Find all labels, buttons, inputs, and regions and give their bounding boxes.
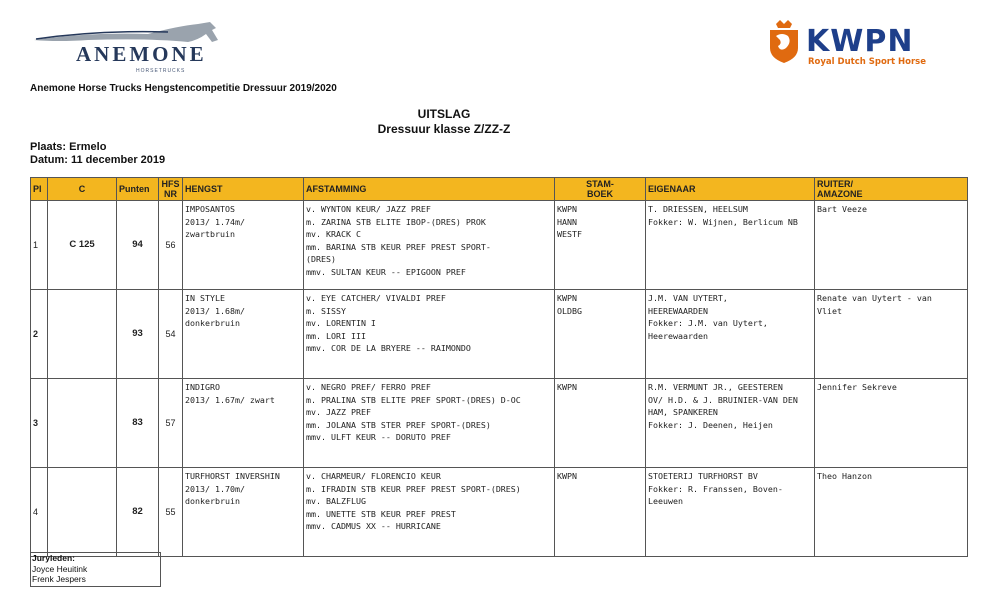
afstamming-line: v. EYE CATCHER/ VIVALDI PREF: [306, 293, 446, 303]
col-header-c: C: [48, 178, 117, 201]
cell-hengst: [183, 379, 304, 468]
col-header-eigenaar: EIGENAAR: [646, 178, 815, 201]
afstamming-line: mv. LORENTIN I: [306, 318, 376, 328]
afstamming-line: mmv. COR DE LA BRYERE -- RAIMONDO: [306, 343, 471, 353]
cell-ruiter: [815, 201, 968, 290]
table-row: [31, 290, 968, 379]
cell-eigenaar: [646, 379, 815, 468]
col-header-ruiter-line2: AMAZONE: [817, 189, 863, 199]
stamboek-line: KWPN: [557, 204, 577, 214]
cell-punten: 82: [117, 468, 159, 557]
ruiter-line: Vliet: [817, 305, 842, 316]
hengst-line: 2013/ 1.70m/: [185, 483, 245, 494]
cell-afstamming: [304, 290, 555, 379]
eigenaar-line: J.M. VAN UYTERT,: [648, 293, 728, 303]
cell-stamboek: [555, 379, 646, 468]
afstamming-line: m. SISSY: [306, 305, 346, 316]
ruiter-line: Jennifer Sekreve: [817, 382, 897, 392]
col-header-hfs: [159, 178, 183, 201]
cell-pl: 3: [31, 379, 48, 468]
eigenaar-line: Fokker: J. Deenen, Heijen: [648, 419, 773, 430]
afstamming-line: v. WYNTON KEUR/ JAZZ PREF: [306, 204, 431, 214]
eigenaar-line: HEEREWAARDEN: [648, 305, 708, 316]
cell-c: [48, 379, 117, 468]
afstamming-line: mm. LORI III: [306, 330, 366, 341]
col-header-stamboek-line1: STAM-: [586, 179, 614, 189]
eigenaar-line: R.M. VERMUNT JR., GEESTEREN: [648, 382, 783, 392]
hengst-line: 2013/ 1.67m/ zwart: [185, 394, 275, 405]
hengst-line: donkerbruin: [185, 318, 240, 328]
table-row: [31, 201, 968, 290]
stamboek-line: KWPN: [557, 382, 577, 392]
stamboek-line: HANN: [557, 216, 577, 227]
anemone-logo: [28, 18, 228, 74]
cell-c: C 125: [48, 201, 117, 290]
result-title: UITSLAG: [417, 107, 471, 121]
eigenaar-line: HAM, SPANKEREN: [648, 407, 718, 417]
col-header-pl: Pl: [31, 178, 48, 201]
eigenaar-line: Heerewaarden: [648, 330, 708, 341]
jury-box: [30, 552, 161, 587]
eigenaar-line: STOETERIJ TURFHORST BV: [648, 471, 758, 481]
stamboek-line: OLDBG: [557, 305, 582, 316]
jury-member: Frenk Jespers: [32, 574, 86, 584]
col-header-afstamming: AFSTAMMING: [304, 178, 555, 201]
cell-hengst: [183, 290, 304, 379]
competition-title: Anemone Horse Trucks Hengstencompetitie Dressuur 2019/2020: [30, 83, 337, 94]
col-header-stamboek: [555, 178, 646, 201]
hengst-line: IN STYLE: [185, 293, 225, 303]
event-place: Plaats: Ermelo: [30, 141, 107, 153]
cell-pl: 1: [31, 201, 48, 290]
table-row: [31, 379, 968, 468]
col-header-punten: Punten: [117, 178, 159, 201]
afstamming-line: v. NEGRO PREF/ FERRO PREF: [306, 382, 431, 392]
eigenaar-line: Fokker: R. Franssen, Boven-: [648, 483, 783, 494]
cell-punten: 94: [117, 201, 159, 290]
afstamming-line: m. IFRADIN STB KEUR PREF PREST SPORT-(DRES): [306, 483, 521, 494]
result-subtitle: Dressuur klasse Z/ZZ-Z: [377, 122, 511, 136]
table-header-row: [31, 178, 968, 201]
afstamming-line: mmv. ULFT KEUR -- DORUTO PREF: [306, 432, 451, 442]
anemone-logo-name: ANEMONE: [76, 42, 207, 66]
eigenaar-line: Leeuwen: [648, 496, 683, 506]
cell-hfs: 56: [159, 201, 183, 290]
cell-hfs: 54: [159, 290, 183, 379]
hengst-line: TURFHORST INVERSHIN: [185, 471, 280, 481]
afstamming-line: mv. BALZFLUG: [306, 496, 366, 506]
cell-ruiter: [815, 290, 968, 379]
kwpn-logo-tagline: Royal Dutch Sport Horse: [808, 57, 926, 67]
cell-hfs: 55: [159, 468, 183, 557]
col-header-hengst: HENGST: [183, 178, 304, 201]
cell-hengst: [183, 468, 304, 557]
col-header-hfs-line1: HFS: [161, 179, 180, 189]
kwpn-logo: [766, 20, 966, 70]
afstamming-line: mm. BARINA STB KEUR PREF PREST SPORT-: [306, 241, 491, 252]
hengst-line: zwartbruin: [185, 229, 235, 239]
hengst-line: 2013/ 1.74m/: [185, 216, 245, 227]
cell-ruiter: [815, 379, 968, 468]
stamboek-line: KWPN: [557, 293, 577, 303]
table-row: [31, 468, 968, 557]
col-header-ruiter-line1: RUITER/: [817, 179, 853, 189]
afstamming-line: mm. JOLANA STB STER PREF SPORT-(DRES): [306, 419, 491, 430]
cell-stamboek: [555, 290, 646, 379]
stamboek-line: WESTF: [557, 229, 582, 239]
cell-afstamming: [304, 468, 555, 557]
cell-stamboek: [555, 468, 646, 557]
eigenaar-line: OV/ H.D. & J. BRUINIER-VAN DEN: [648, 394, 798, 405]
cell-punten: 83: [117, 379, 159, 468]
cell-c: [48, 468, 117, 557]
afstamming-line: v. CHARMEUR/ FLORENCIO KEUR: [306, 471, 441, 481]
lion-crest-icon: [766, 20, 802, 64]
cell-punten: 93: [117, 290, 159, 379]
eigenaar-line: T. DRIESSEN, HEELSUM: [648, 204, 748, 214]
results-table: [30, 177, 968, 557]
cell-stamboek: [555, 201, 646, 290]
cell-eigenaar: [646, 201, 815, 290]
col-header-stamboek-line2: BOEK: [586, 189, 613, 199]
afstamming-line: mm. UNETTE STB KEUR PREF PREST: [306, 508, 456, 519]
cell-afstamming: [304, 201, 555, 290]
cell-hengst: [183, 201, 304, 290]
afstamming-line: mv. KRACK C: [306, 229, 361, 239]
afstamming-line: mv. JAZZ PREF: [306, 407, 371, 417]
anemone-logo-sub: HORSETRUCKS: [136, 68, 186, 74]
ruiter-line: Theo Hanzon: [817, 471, 872, 481]
col-header-ruiter: [815, 178, 968, 201]
cell-hfs: 57: [159, 379, 183, 468]
hengst-line: donkerbruin: [185, 496, 240, 506]
afstamming-line: mmv. SULTAN KEUR -- EPIGOON PREF: [306, 266, 466, 277]
cell-ruiter: [815, 468, 968, 557]
cell-eigenaar: [646, 468, 815, 557]
cell-c: [48, 290, 117, 379]
cell-eigenaar: [646, 290, 815, 379]
event-date: Datum: 11 december 2019: [30, 154, 166, 166]
kwpn-logo-name: KWPN: [806, 24, 914, 59]
ruiter-line: Renate van Uytert - van: [817, 293, 932, 303]
hengst-line: INDIGRO: [185, 382, 220, 392]
jury-member: Joyce Heuitink: [32, 564, 88, 574]
stamboek-line: KWPN: [557, 471, 577, 481]
eigenaar-line: Fokker: J.M. van Uytert,: [648, 318, 768, 328]
hengst-line: IMPOSANTOS: [185, 204, 235, 214]
afstamming-line: (DRES): [306, 254, 336, 264]
afstamming-line: m. PRALINA STB ELITE PREF SPORT-(DRES) D-OC: [306, 394, 521, 405]
afstamming-line: mmv. CADMUS XX -- HURRICANE: [306, 521, 441, 531]
ruiter-line: Bart Veeze: [817, 204, 867, 214]
cell-pl: 4: [31, 468, 48, 557]
cell-afstamming: [304, 379, 555, 468]
cell-pl: 2: [31, 290, 48, 379]
hengst-line: 2013/ 1.68m/: [185, 305, 245, 316]
afstamming-line: m. ZARINA STB ELITE IBOP-(DRES) PROK: [306, 216, 486, 227]
eigenaar-line: Fokker: W. Wijnen, Berlicum NB: [648, 216, 798, 227]
col-header-hfs-line2: NR: [164, 189, 177, 199]
jury-title: Juryleden:: [32, 553, 75, 563]
